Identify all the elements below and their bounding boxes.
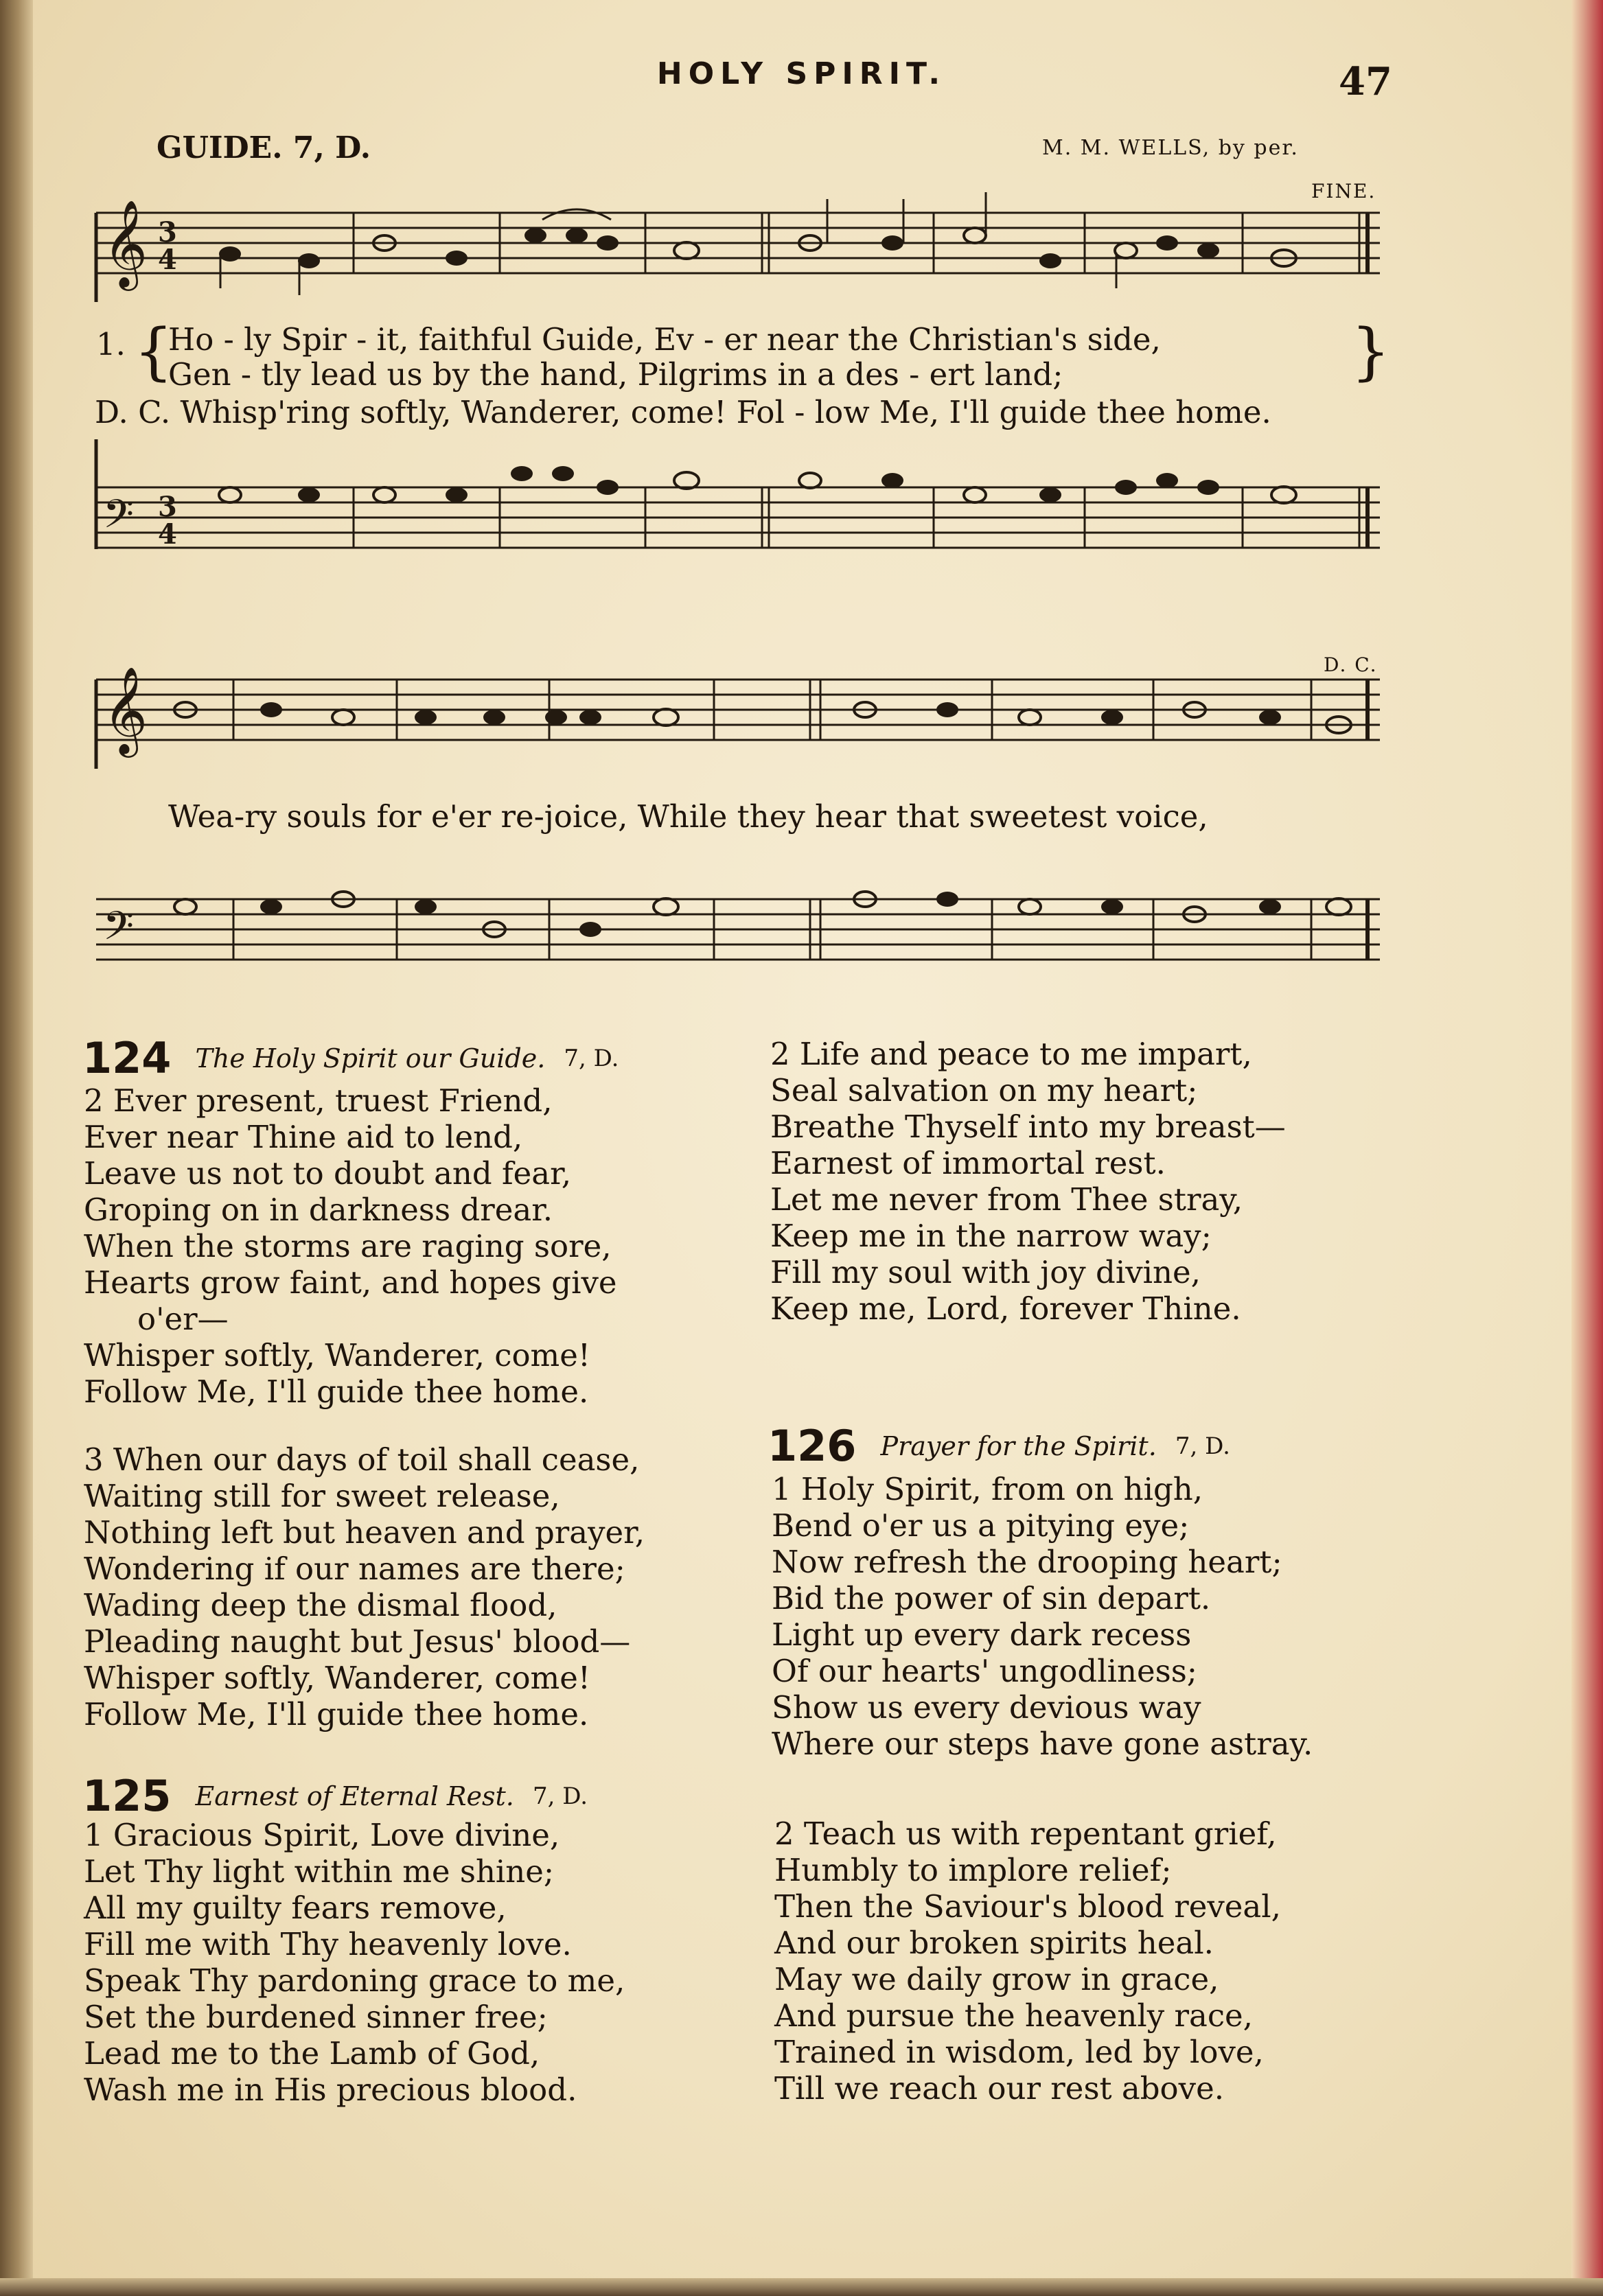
stanza-line: Wading deep the dismal flood, bbox=[84, 1587, 557, 1623]
stanza-line: Waiting still for sweet release, bbox=[84, 1478, 560, 1514]
stanza-line: 2 Teach us with repentant grief, bbox=[774, 1816, 1277, 1852]
stanza-line: Fill me with Thy heavenly love. bbox=[84, 1926, 572, 1962]
hymn-125-stanza-1 bbox=[84, 1817, 625, 2108]
stanza-line: Let me never from Thee stray, bbox=[770, 1181, 1243, 1218]
page-bottom-edge bbox=[0, 2278, 1603, 2296]
hymn-126-stanza-2 bbox=[774, 1816, 1281, 2107]
svg-text:3: 3 bbox=[158, 491, 177, 523]
stanza-line: Breathe Thyself into my breast— bbox=[770, 1109, 1286, 1145]
stanza-line: Ever near Thine aid to lend, bbox=[84, 1119, 523, 1155]
svg-text:4: 4 bbox=[158, 244, 177, 276]
book-binding bbox=[0, 0, 33, 2296]
stanza-line: 1 Holy Spirit, from on high, bbox=[772, 1471, 1203, 1507]
stanza-line: Now refresh the drooping heart; bbox=[772, 1544, 1282, 1580]
hymn-title: Prayer for the Spirit. bbox=[880, 1430, 1157, 1461]
staff-system2-treble bbox=[82, 659, 1387, 769]
stanza-line: Lead me to the Lamb of God, bbox=[84, 2035, 540, 2072]
stanza-line: May we daily grow in grace, bbox=[774, 1961, 1219, 1997]
running-head: HOLY SPIRIT. bbox=[656, 56, 947, 91]
stanza-line: 1 Gracious Spirit, Love divine, bbox=[84, 1817, 560, 1853]
svg-text:𝄞: 𝄞 bbox=[103, 666, 148, 754]
stanza-line: Earnest of immortal rest. bbox=[770, 1145, 1166, 1181]
stanza-line: Seal salvation on my heart; bbox=[770, 1072, 1198, 1109]
hymn-125-heading bbox=[82, 1771, 588, 1821]
stanza-line: Fill my soul with joy divine, bbox=[770, 1254, 1201, 1290]
verse-brace-left: { bbox=[134, 316, 174, 388]
hymn-124-stanza-3 bbox=[84, 1441, 645, 1732]
lyric-line-1: Ho - ly Spir - it, faithful Guide, Ev - er near the Christian's side, bbox=[168, 321, 1161, 358]
hymn-meter: 7, D. bbox=[532, 1782, 588, 1810]
stanza-line: Follow Me, I'll guide thee home. bbox=[84, 1696, 589, 1732]
stanza-line: Till we reach our rest above. bbox=[774, 2070, 1225, 2107]
svg-text:3: 3 bbox=[158, 216, 177, 248]
stanza-line: o'er— bbox=[137, 1301, 229, 1337]
verse-brace-right: } bbox=[1351, 316, 1391, 388]
stanza-line: Whisper softly, Wanderer, come! bbox=[84, 1337, 590, 1373]
stanza-line: Then the Saviour's blood reveal, bbox=[774, 1888, 1281, 1925]
lyric-line-4: Wea-ry souls for e'er re-joice, While they hear that sweetest voice, bbox=[168, 798, 1208, 835]
stanza-line: Trained in wisdom, led by love, bbox=[774, 2034, 1264, 2070]
hymn-number: 124 bbox=[82, 1033, 172, 1083]
hymn-number: 126 bbox=[768, 1421, 857, 1471]
stanza-line: Keep me, Lord, forever Thine. bbox=[770, 1290, 1241, 1327]
stanza-line: Set the burdened sinner free; bbox=[84, 1999, 548, 2035]
stanza-line: And our broken spirits heal. bbox=[774, 1925, 1214, 1961]
stanza-line: Show us every devious way bbox=[772, 1689, 1201, 1726]
hymn-124-stanza-2 bbox=[84, 1082, 617, 1410]
staff-system1-bass bbox=[82, 439, 1387, 604]
hymn-124-heading bbox=[82, 1033, 619, 1083]
stanza-line: Whisper softly, Wanderer, come! bbox=[84, 1660, 590, 1696]
staff-system1-treble bbox=[82, 192, 1387, 302]
stanza-line: Hearts grow faint, and hopes give bbox=[84, 1264, 617, 1301]
hymn-126-stanza-1 bbox=[772, 1471, 1313, 1762]
stanza-line: Wondering if our names are there; bbox=[84, 1551, 625, 1587]
stanza-line: Groping on in darkness drear. bbox=[84, 1192, 553, 1228]
stanza-line: Bend o'er us a pitying eye; bbox=[772, 1507, 1190, 1544]
stanza-line: Speak Thy pardoning grace to me, bbox=[84, 1962, 625, 1999]
hymn-number: 125 bbox=[82, 1771, 172, 1821]
svg-text:𝄞: 𝄞 bbox=[103, 199, 148, 287]
hymn-title: Earnest of Eternal Rest. bbox=[195, 1781, 514, 1811]
stanza-line: Of our hearts' ungodliness; bbox=[772, 1653, 1197, 1689]
stanza-line: Pleading naught but Jesus' blood— bbox=[84, 1623, 631, 1660]
page-edge-red bbox=[1571, 0, 1603, 2296]
stanza-line: Humbly to implore relief; bbox=[774, 1852, 1172, 1888]
hymn-125-stanza-2 bbox=[770, 1036, 1286, 1327]
stanza-line: 3 When our days of toil shall cease, bbox=[84, 1441, 640, 1478]
stanza-line: Light up every dark recess bbox=[772, 1616, 1192, 1653]
lyric-line-2: Gen - tly lead us by the hand, Pilgrims in a des - ert land; bbox=[168, 356, 1063, 393]
page-number: 47 bbox=[1339, 59, 1392, 104]
stanza-line: All my guilty fears remove, bbox=[84, 1890, 507, 1926]
fine-mark: FINE. bbox=[1311, 180, 1376, 202]
verse-number: 1. bbox=[96, 326, 126, 362]
svg-text:4: 4 bbox=[158, 518, 177, 550]
stanza-line: Leave us not to doubt and fear, bbox=[84, 1155, 572, 1192]
stanza-line: 2 Ever present, truest Friend, bbox=[84, 1082, 553, 1119]
hymn-meter: 7, D. bbox=[1175, 1432, 1230, 1460]
stanza-line: 2 Life and peace to me impart, bbox=[770, 1036, 1252, 1072]
staff-system2-bass bbox=[82, 851, 1387, 988]
lyric-line-dc: D. C. Whisp'ring softly, Wanderer, come! Fol - low Me, I'll guide thee home. bbox=[95, 394, 1271, 430]
stanza-line: Wash me in His precious blood. bbox=[84, 2072, 577, 2108]
hymn-126-heading bbox=[768, 1421, 1230, 1471]
stanza-line: Follow Me, I'll guide thee home. bbox=[84, 1373, 589, 1410]
stanza-line: Nothing left but heaven and prayer, bbox=[84, 1514, 645, 1551]
hymn-meter: 7, D. bbox=[564, 1044, 619, 1072]
dc-mark: D. C. bbox=[1324, 653, 1378, 676]
tune-heading bbox=[157, 130, 371, 165]
stanza-line: Keep me in the narrow way; bbox=[770, 1218, 1212, 1254]
stanza-line: When the storms are raging sore, bbox=[84, 1228, 612, 1264]
svg-text:𝄢: 𝄢 bbox=[103, 903, 135, 959]
stanza-line: Bid the power of sin depart. bbox=[772, 1580, 1211, 1616]
stanza-line: And pursue the heavenly race, bbox=[774, 1997, 1253, 2034]
composer-credit: M. M. WELLS, by per. bbox=[1042, 136, 1299, 160]
tune-meter: 7, D. bbox=[292, 130, 371, 165]
stanza-line: Let Thy light within me shine; bbox=[84, 1853, 555, 1890]
stanza-line: Where our steps have gone astray. bbox=[772, 1726, 1313, 1762]
svg-text:𝄢: 𝄢 bbox=[103, 491, 135, 547]
hymn-title: The Holy Spirit our Guide. bbox=[195, 1043, 546, 1074]
tune-name: GUIDE. bbox=[157, 130, 283, 165]
